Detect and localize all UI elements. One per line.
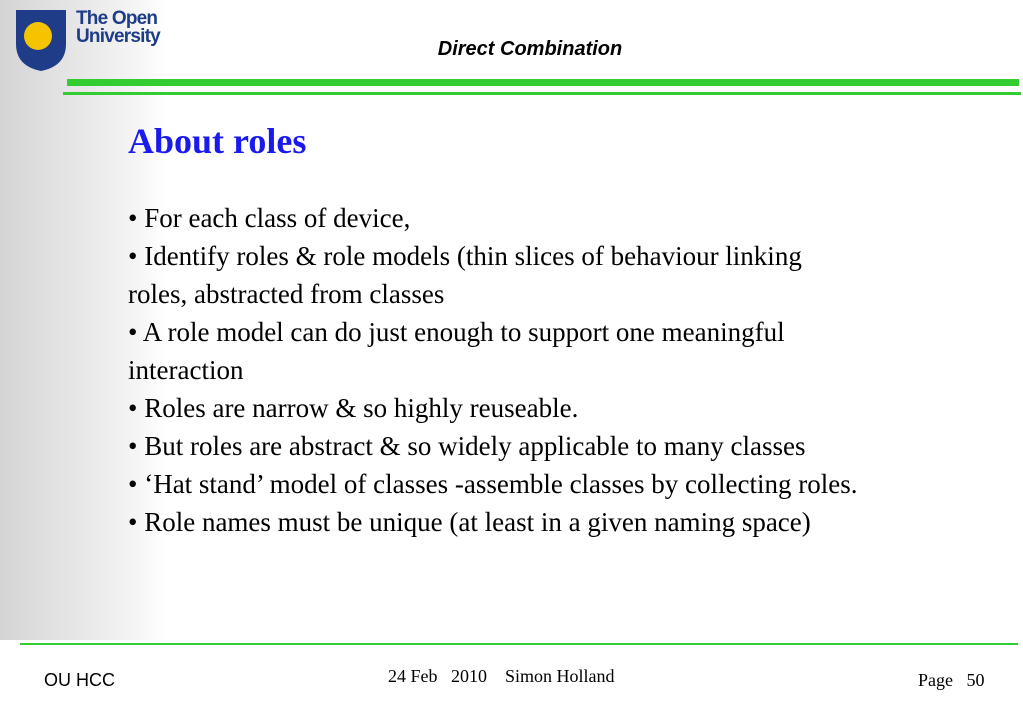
bullet-line: • A role model can do just enough to support one meaningful: [128, 317, 785, 347]
open-university-shield-icon: [14, 8, 70, 72]
bullet-line: • For each class of device,: [128, 203, 411, 233]
bullet-line: • But roles are abstract & so widely applicable to many classes: [128, 431, 806, 461]
bullet-line-continuation: roles, abstracted from classes: [128, 279, 445, 309]
bullet-list: [128, 199, 1008, 541]
slide-heading: About roles: [128, 121, 307, 161]
open-university-logo: [14, 8, 174, 72]
bullet-line: • Roles are narrow & so highly reuseable.: [128, 393, 579, 423]
bullet-line: • Identify roles & role models (thin slices of behaviour linking: [128, 241, 802, 271]
footer-date-author: 24 Feb 2010 Simon Holland: [388, 666, 615, 686]
header-rule-thin: [63, 92, 1021, 95]
logo-wordmark: [76, 10, 160, 46]
footer-page-label: Page: [918, 670, 953, 690]
footer-page-indicator: [918, 670, 985, 691]
bullet-line: • ‘Hat stand’ model of classes -assemble classes by collecting roles.: [128, 469, 858, 499]
footer-rule: [20, 643, 1018, 645]
footer-page-number: 50: [966, 670, 985, 690]
header-title: Direct Combination: [437, 38, 623, 60]
footer-org-label: OU HCC: [44, 670, 115, 690]
bullet-line: • Role names must be unique (at least in a given naming space): [128, 507, 811, 537]
header-rule-thick: [67, 79, 1019, 86]
logo-wordmark-line1: The Open: [76, 8, 158, 29]
bullet-line-continuation: interaction: [128, 355, 244, 385]
logo-wordmark-line2: University: [76, 26, 160, 47]
